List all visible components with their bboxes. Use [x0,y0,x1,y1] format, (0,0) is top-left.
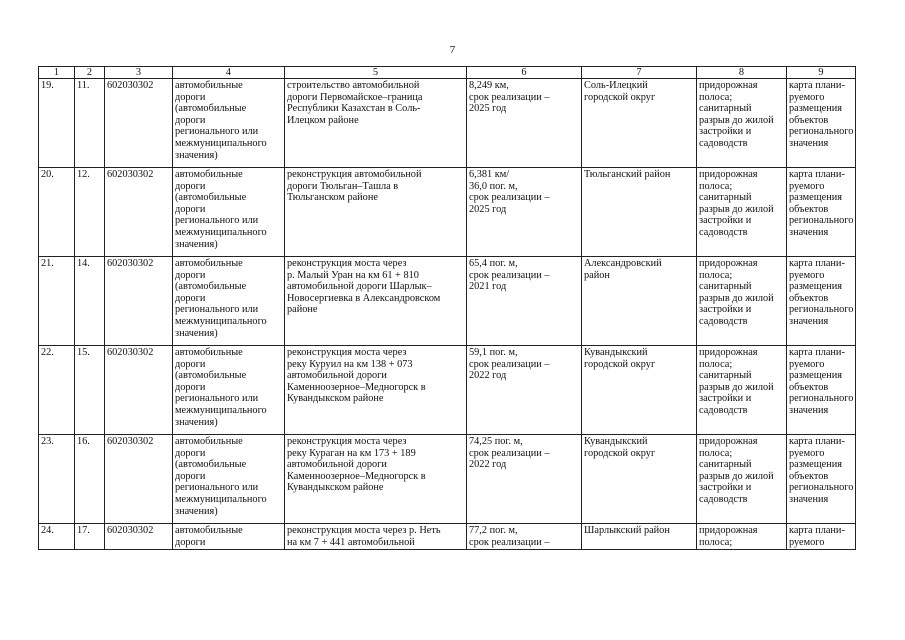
column-header: 3 [105,67,173,79]
object-type: автомобильные дороги [173,524,285,550]
special-zone: придорожная полоса; санитарный разрыв до жилой застройки и садоводств [697,346,787,435]
object-code: 602030302 [105,257,173,346]
object-location: Кувандыкский городской округ [582,435,697,524]
column-header: 5 [285,67,467,79]
object-type: автомобильные дороги (автомобильные дороги регионального или межмуниципального значения) [173,79,285,168]
column-header: 2 [75,67,105,79]
map-reference: карта плани- руемого размещения объектов регионального значения [787,168,856,257]
header-row [39,67,856,79]
object-location: Соль-Илецкий городской округ [582,79,697,168]
page-number: 7 [449,44,456,56]
object-parameters: 77,2 пог. м, срок реализации – [467,524,582,550]
map-reference: карта плани- руемого размещения объектов регионального значения [787,346,856,435]
object-parameters: 74,25 пог. м, срок реализации – 2022 год [467,435,582,524]
object-type: автомобильные дороги (автомобильные дороги регионального или межмуниципального значения) [173,346,285,435]
object-parameters: 59,1 пог. м, срок реализации – 2022 год [467,346,582,435]
object-location: Александровский район [582,257,697,346]
object-code: 602030302 [105,79,173,168]
table-row [39,435,856,524]
object-number: 17. [75,524,105,550]
special-zone: придорожная полоса; санитарный разрыв до жилой застройки и садоводств [697,79,787,168]
object-code: 602030302 [105,168,173,257]
map-reference: карта плани- руемого размещения объектов регионального значения [787,435,856,524]
object-description: реконструкция моста через реку Кураган на км 173 + 189 автомобильной дороги Каменноозерное–Медногорск в Кувандыкском районе [285,435,467,524]
column-header: 1 [39,67,75,79]
map-reference: карта плани- руемого размещения объектов регионального значения [787,79,856,168]
map-reference: карта плани- руемого [787,524,856,550]
object-parameters: 8,249 км, срок реализации – 2025 год [467,79,582,168]
object-description: реконструкция автомобильной дороги Тюльган–Ташла в Тюльганском районе [285,168,467,257]
object-description: реконструкция моста через р. Неть на км 7 + 441 автомобильной [285,524,467,550]
special-zone: придорожная полоса; санитарный разрыв до жилой застройки и садоводств [697,435,787,524]
column-header: 6 [467,67,582,79]
planning-table [38,66,856,550]
object-description: реконструкция моста через р. Малый Уран на км 61 + 810 автомобильной дороги Шарлык– Новосергиевка в Александровском районе [285,257,467,346]
table-row [39,524,856,550]
table-row [39,168,856,257]
row-number: 23. [39,435,75,524]
column-header: 8 [697,67,787,79]
column-header: 4 [173,67,285,79]
object-number: 16. [75,435,105,524]
object-location: Тюльганский район [582,168,697,257]
object-number: 11. [75,79,105,168]
object-description: реконструкция моста через реку Куруил на км 138 + 073 автомобильной дороги Каменноозерное–Медногорск в Кувандыкском районе [285,346,467,435]
object-number: 12. [75,168,105,257]
column-header: 7 [582,67,697,79]
special-zone: придорожная полоса; санитарный разрыв до жилой застройки и садоводств [697,257,787,346]
column-header: 9 [787,67,856,79]
object-parameters: 65,4 пог. м, срок реализации – 2021 год [467,257,582,346]
row-number: 22. [39,346,75,435]
object-type: автомобильные дороги (автомобильные дороги регионального или межмуниципального значения) [173,168,285,257]
object-type: автомобильные дороги (автомобильные дороги регионального или межмуниципального значения) [173,257,285,346]
object-number: 14. [75,257,105,346]
object-description: строительство автомобильной дороги Первомайское–граница Республики Казахстан в Соль- Илецком районе [285,79,467,168]
object-location: Шарлыкский район [582,524,697,550]
object-code: 602030302 [105,435,173,524]
object-location: Кувандыкский городской округ [582,346,697,435]
table-row [39,79,856,168]
object-number: 15. [75,346,105,435]
map-reference: карта плани- руемого размещения объектов регионального значения [787,257,856,346]
row-number: 21. [39,257,75,346]
table-row [39,257,856,346]
object-code: 602030302 [105,346,173,435]
table-row [39,346,856,435]
object-type: автомобильные дороги (автомобильные дороги регионального или межмуниципального значения) [173,435,285,524]
row-number: 20. [39,168,75,257]
special-zone: придорожная полоса; [697,524,787,550]
object-code: 602030302 [105,524,173,550]
row-number: 24. [39,524,75,550]
row-number: 19. [39,79,75,168]
object-parameters: 6,381 км/ 36,0 пог. м, срок реализации – 2025 год [467,168,582,257]
special-zone: придорожная полоса; санитарный разрыв до жилой застройки и садоводств [697,168,787,257]
